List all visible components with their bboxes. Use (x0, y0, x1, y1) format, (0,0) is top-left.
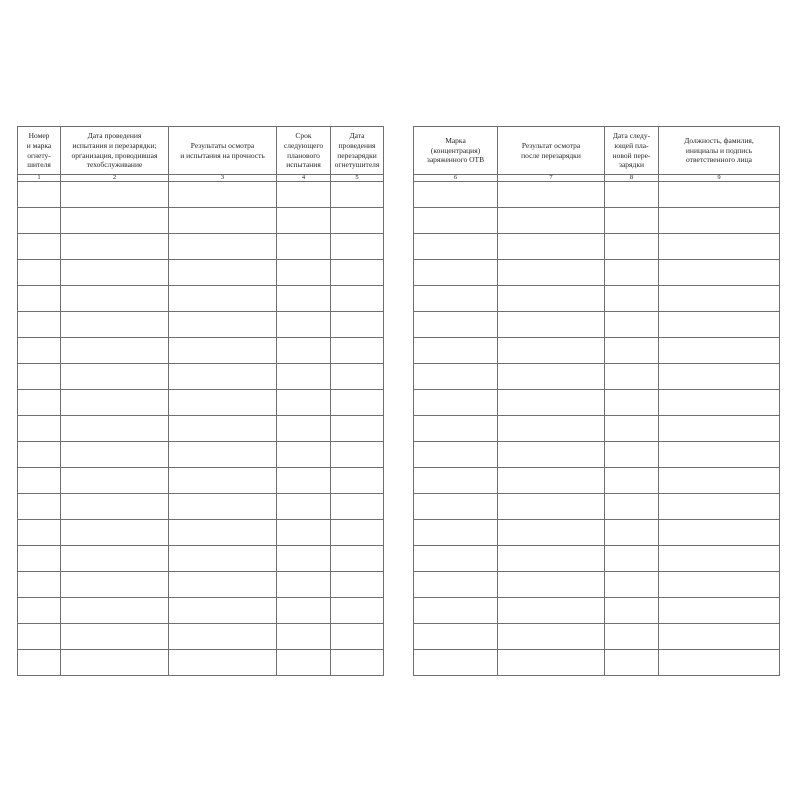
empty-cell (605, 390, 659, 416)
empty-cell (659, 468, 780, 494)
left-journal-table (17, 126, 384, 676)
empty-cell (331, 338, 384, 364)
empty-cell (331, 208, 384, 234)
empty-cell (605, 546, 659, 572)
empty-cell (414, 442, 498, 468)
header-extinguisher-number: Номер и марка огнету- шителя (18, 127, 61, 175)
table-row (18, 624, 384, 650)
empty-cell (605, 416, 659, 442)
table-row (414, 624, 780, 650)
empty-cell (331, 234, 384, 260)
header-recharge-date: Дата проведения перезарядки огнетушителя (331, 127, 384, 175)
empty-cell (277, 416, 331, 442)
empty-cell (331, 416, 384, 442)
empty-cell (169, 338, 277, 364)
empty-cell (169, 312, 277, 338)
empty-cell (605, 286, 659, 312)
empty-cell (414, 260, 498, 286)
table-row (18, 572, 384, 598)
empty-cell (169, 468, 277, 494)
empty-cell (414, 520, 498, 546)
empty-cell (498, 468, 605, 494)
empty-cell (18, 494, 61, 520)
empty-cell (277, 650, 331, 676)
empty-cell (659, 572, 780, 598)
empty-cell (169, 650, 277, 676)
empty-cell (331, 286, 384, 312)
empty-cell (331, 312, 384, 338)
table-row (414, 598, 780, 624)
empty-cell (659, 390, 780, 416)
empty-cell (61, 572, 169, 598)
table-row (414, 546, 780, 572)
empty-cell (498, 572, 605, 598)
table-row (414, 416, 780, 442)
empty-cell (605, 312, 659, 338)
empty-cell (18, 546, 61, 572)
empty-cell (414, 650, 498, 676)
table-row (18, 234, 384, 260)
empty-cell (605, 338, 659, 364)
column-number: 9 (659, 175, 780, 182)
empty-cell (659, 338, 780, 364)
column-number: 6 (414, 175, 498, 182)
empty-cell (61, 598, 169, 624)
table-row (18, 312, 384, 338)
table-row (414, 650, 780, 676)
empty-cell (18, 520, 61, 546)
table-row (414, 338, 780, 364)
empty-cell (169, 364, 277, 390)
empty-cell (61, 468, 169, 494)
empty-cell (18, 364, 61, 390)
empty-cell (605, 182, 659, 208)
empty-cell (659, 260, 780, 286)
empty-cell (331, 572, 384, 598)
empty-cell (414, 416, 498, 442)
empty-cell (169, 546, 277, 572)
empty-cell (659, 520, 780, 546)
empty-cell (169, 286, 277, 312)
empty-cell (331, 182, 384, 208)
empty-cell (498, 494, 605, 520)
empty-cell (61, 234, 169, 260)
empty-cell (498, 234, 605, 260)
empty-cell (18, 390, 61, 416)
empty-cell (414, 234, 498, 260)
empty-cell (659, 442, 780, 468)
empty-cell (61, 260, 169, 286)
empty-cell (605, 624, 659, 650)
column-number: 7 (498, 175, 605, 182)
empty-cell (331, 468, 384, 494)
empty-cell (277, 338, 331, 364)
empty-cell (605, 468, 659, 494)
header-row (414, 127, 780, 175)
empty-cell (61, 546, 169, 572)
empty-cell (277, 598, 331, 624)
empty-cell (414, 598, 498, 624)
empty-cell (498, 598, 605, 624)
empty-cell (277, 520, 331, 546)
empty-cell (659, 286, 780, 312)
empty-cell (605, 650, 659, 676)
empty-cell (169, 494, 277, 520)
table-row (18, 286, 384, 312)
table-row (414, 312, 780, 338)
empty-cell (169, 572, 277, 598)
empty-cell (659, 650, 780, 676)
column-number-row (414, 175, 780, 182)
empty-cell (331, 624, 384, 650)
column-number-row (18, 175, 384, 182)
empty-cell (331, 442, 384, 468)
table-row (18, 416, 384, 442)
table-row (414, 182, 780, 208)
empty-cell (605, 208, 659, 234)
empty-cell (659, 546, 780, 572)
empty-cell (498, 390, 605, 416)
table-row (414, 364, 780, 390)
table-row (414, 260, 780, 286)
empty-cell (61, 390, 169, 416)
table-row (414, 442, 780, 468)
empty-cell (498, 442, 605, 468)
empty-cell (414, 624, 498, 650)
header-post-recharge-result: Результат осмотра после перезарядки (498, 127, 605, 175)
empty-cell (169, 182, 277, 208)
empty-cell (169, 520, 277, 546)
empty-cell (277, 260, 331, 286)
empty-cell (414, 546, 498, 572)
empty-cell (277, 390, 331, 416)
empty-cell (659, 416, 780, 442)
column-number: 4 (277, 175, 331, 182)
empty-cell (169, 442, 277, 468)
empty-cell (61, 520, 169, 546)
empty-cell (18, 598, 61, 624)
empty-cell (169, 390, 277, 416)
table-row (414, 468, 780, 494)
empty-cell (605, 364, 659, 390)
empty-cell (331, 546, 384, 572)
table-row (18, 338, 384, 364)
empty-cell (18, 338, 61, 364)
empty-cell (498, 416, 605, 442)
empty-cell (277, 546, 331, 572)
empty-cell (277, 364, 331, 390)
column-number: 5 (331, 175, 384, 182)
empty-cell (61, 416, 169, 442)
empty-cell (331, 598, 384, 624)
table-row (414, 494, 780, 520)
empty-cell (169, 234, 277, 260)
empty-cell (659, 312, 780, 338)
empty-cell (414, 312, 498, 338)
empty-cell (331, 390, 384, 416)
empty-cell (659, 208, 780, 234)
header-test-date-organization: Дата проведения испытания и перезарядки; организация, проводившая техобслуживание (61, 127, 169, 175)
empty-cell (61, 208, 169, 234)
empty-cell (277, 572, 331, 598)
empty-cell (18, 260, 61, 286)
header-next-test-deadline: Срок следующего планового испытания (277, 127, 331, 175)
empty-cell (414, 182, 498, 208)
empty-cell (18, 468, 61, 494)
empty-cell (277, 208, 331, 234)
empty-cell (61, 312, 169, 338)
header-inspection-results: Результаты осмотра и испытания на прочность (169, 127, 277, 175)
empty-cell (277, 494, 331, 520)
empty-cell (169, 598, 277, 624)
empty-cell (605, 572, 659, 598)
table-row (18, 546, 384, 572)
empty-cell (277, 312, 331, 338)
table-row (18, 650, 384, 676)
empty-cell (605, 442, 659, 468)
empty-cell (61, 442, 169, 468)
empty-cell (414, 286, 498, 312)
empty-cell (659, 598, 780, 624)
table-row (414, 390, 780, 416)
empty-cell (18, 312, 61, 338)
column-number: 2 (61, 175, 169, 182)
empty-cell (498, 182, 605, 208)
empty-cell (331, 260, 384, 286)
header-charge-brand: Марка (концентрация) заряженного ОТВ (414, 127, 498, 175)
header-responsible-person: Должность, фамилия, инициалы и подпись ответственного лица (659, 127, 780, 175)
empty-cell (277, 624, 331, 650)
empty-cell (605, 234, 659, 260)
table-row (18, 468, 384, 494)
empty-cell (414, 494, 498, 520)
column-number: 1 (18, 175, 61, 182)
empty-cell (18, 650, 61, 676)
empty-cell (498, 312, 605, 338)
empty-cell (61, 650, 169, 676)
empty-cell (498, 286, 605, 312)
header-row (18, 127, 384, 175)
header-next-recharge-date: Дата следу- ющей пла- новой пере- зарядки (605, 127, 659, 175)
empty-cell (498, 260, 605, 286)
table-row (414, 286, 780, 312)
empty-cell (18, 182, 61, 208)
empty-cell (169, 208, 277, 234)
empty-cell (498, 546, 605, 572)
right-journal-table (413, 126, 780, 676)
empty-cell (18, 208, 61, 234)
table-row (18, 260, 384, 286)
table-row (18, 364, 384, 390)
table-row (414, 572, 780, 598)
empty-cell (605, 598, 659, 624)
empty-cell (605, 520, 659, 546)
empty-cell (498, 520, 605, 546)
empty-cell (277, 442, 331, 468)
empty-cell (169, 624, 277, 650)
empty-cell (659, 182, 780, 208)
empty-cell (414, 338, 498, 364)
empty-cell (169, 260, 277, 286)
table-row (18, 208, 384, 234)
empty-cell (61, 182, 169, 208)
empty-cell (498, 650, 605, 676)
empty-cell (659, 364, 780, 390)
empty-cell (18, 442, 61, 468)
empty-cell (277, 234, 331, 260)
empty-cell (61, 286, 169, 312)
empty-cell (277, 468, 331, 494)
empty-cell (277, 182, 331, 208)
empty-cell (498, 624, 605, 650)
empty-cell (659, 494, 780, 520)
table-row (18, 494, 384, 520)
empty-cell (18, 234, 61, 260)
empty-cell (331, 364, 384, 390)
empty-cell (498, 364, 605, 390)
empty-cell (605, 494, 659, 520)
empty-cell (331, 494, 384, 520)
empty-cell (18, 286, 61, 312)
empty-cell (414, 468, 498, 494)
table-row (18, 390, 384, 416)
empty-cell (18, 416, 61, 442)
empty-cell (277, 286, 331, 312)
empty-cell (414, 390, 498, 416)
empty-cell (61, 624, 169, 650)
empty-cell (498, 208, 605, 234)
empty-cell (659, 234, 780, 260)
empty-cell (414, 364, 498, 390)
column-number: 8 (605, 175, 659, 182)
table-row (18, 442, 384, 468)
empty-cell (18, 572, 61, 598)
table-row (18, 182, 384, 208)
empty-cell (659, 624, 780, 650)
empty-cell (61, 494, 169, 520)
table-row (414, 208, 780, 234)
empty-cell (414, 208, 498, 234)
empty-cell (61, 364, 169, 390)
empty-cell (61, 338, 169, 364)
empty-cell (414, 572, 498, 598)
empty-cell (498, 338, 605, 364)
table-row (18, 598, 384, 624)
empty-cell (331, 520, 384, 546)
column-number: 3 (169, 175, 277, 182)
empty-cell (18, 624, 61, 650)
table-row (414, 520, 780, 546)
table-row (18, 520, 384, 546)
empty-cell (169, 416, 277, 442)
empty-cell (605, 260, 659, 286)
table-row (414, 234, 780, 260)
empty-cell (331, 650, 384, 676)
